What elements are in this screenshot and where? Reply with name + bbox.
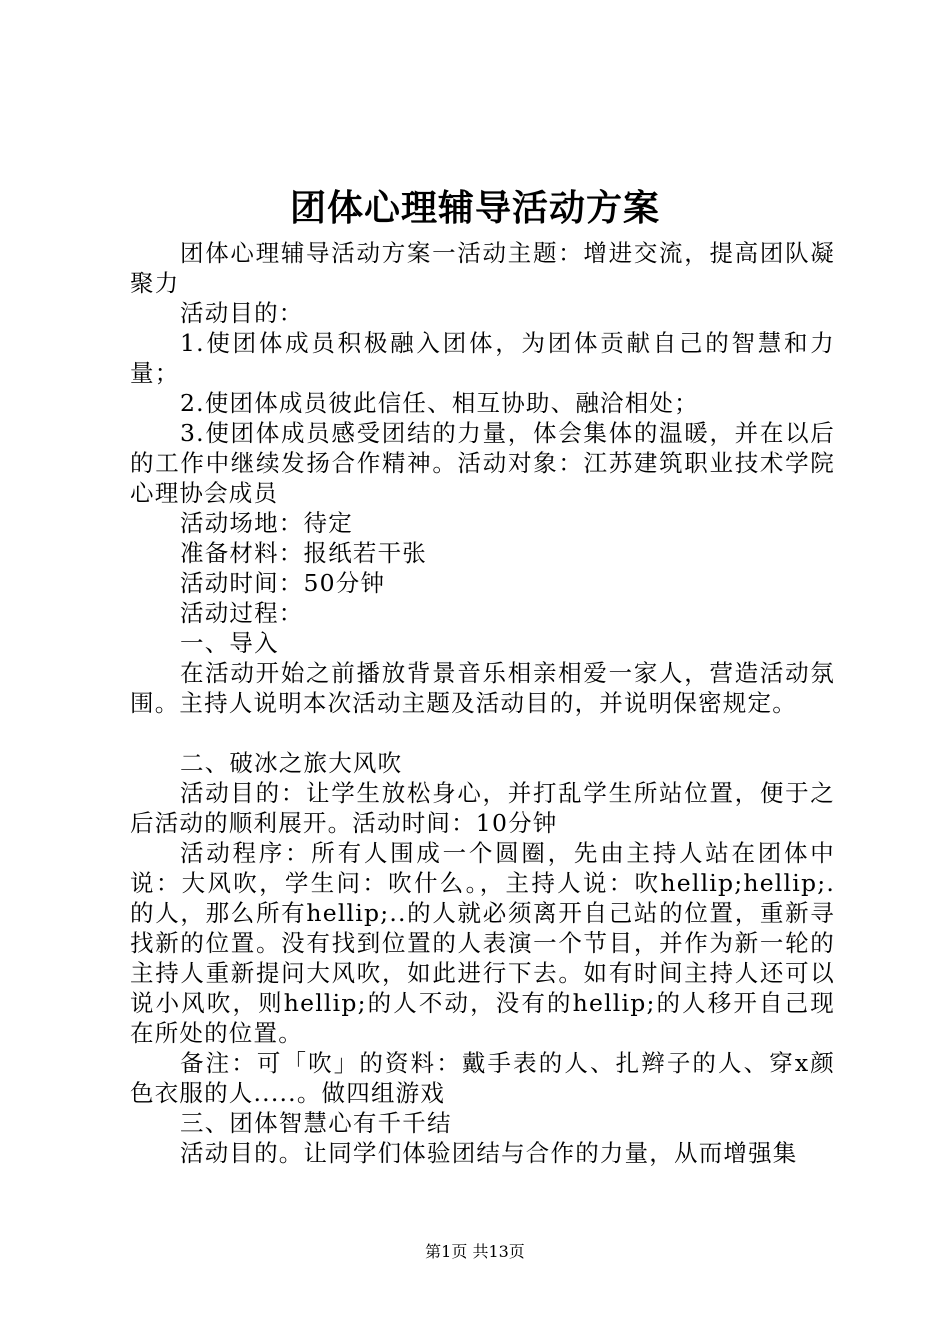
paragraph-process-heading: 活动过程： <box>180 599 304 627</box>
paragraph-materials: 准备材料：报纸若干张 <box>180 539 427 567</box>
paragraph-knots-purpose: 活动目的。让同学们体验团结与合作的力量，从而增强集 <box>180 1139 798 1167</box>
section-heading-icebreaker: 二、破冰之旅大风吹 <box>180 749 403 777</box>
paragraph-intro: 团体心理辅导活动方案一活动主题：增进交流，提高团队凝聚力 <box>130 239 835 297</box>
paragraph-icebreaker-note: 备注：可「吹」的资料：戴手表的人、扎辫子的人、穿x颜色衣服的人.....。做四组游戏 <box>130 1049 835 1107</box>
paragraph-purpose-heading: 活动目的： <box>180 299 304 327</box>
page-footer: 第1页 共13页 <box>425 1242 525 1261</box>
document-title: 团体心理辅导活动方案 <box>289 187 660 229</box>
paragraph-icebreaker-purpose: 活动目的：让学生放松身心，并打乱学生所站位置，便于之后活动的顺利展开。活动时间：10分钟 <box>130 779 835 837</box>
paragraph-duration: 活动时间：50分钟 <box>180 569 386 597</box>
section-heading-knots: 三、团体智慧心有千千结 <box>180 1109 452 1137</box>
paragraph-intro-description: 在活动开始之前播放背景音乐相亲相爱一家人，营造活动氛围。主持人说明本次活动主题及活动目的，并说明保密规定。 <box>130 659 835 717</box>
paragraph-purpose-3: 3.使团体成员感受团结的力量，体会集体的温暖，并在以后的工作中继续发扬合作精神。活动对象：江苏建筑职业技术学院心理协会成员 <box>130 419 835 507</box>
paragraph-purpose-2: 2.使团体成员彼此信任、相互协助、融洽相处； <box>180 389 699 417</box>
section-heading-intro: 一、导入 <box>180 629 279 657</box>
paragraph-venue: 活动场地：待定 <box>180 509 353 537</box>
document-body <box>130 238 835 1168</box>
paragraph-purpose-1: 1.使团体成员积极融入团体，为团体贡献自己的智慧和力量； <box>130 329 835 387</box>
paragraph-icebreaker-procedure: 活动程序：所有人围成一个圆圈，先由主持人站在团体中说：大风吹，学生问：吹什么。，主持人说：吹hellip;hellip;.的人，那么所有hellip;..的人就必须离开自己站的位置，重新寻找新的位置。没有找到位置的人表演一个节目，并作为新一轮的主持人重新提问大风吹，如此进行下去。如有时间主持人还可以说小风吹，则hellip;的人不动，没有的hellip;的人移开自己现在所处的位置。 <box>130 839 835 1047</box>
